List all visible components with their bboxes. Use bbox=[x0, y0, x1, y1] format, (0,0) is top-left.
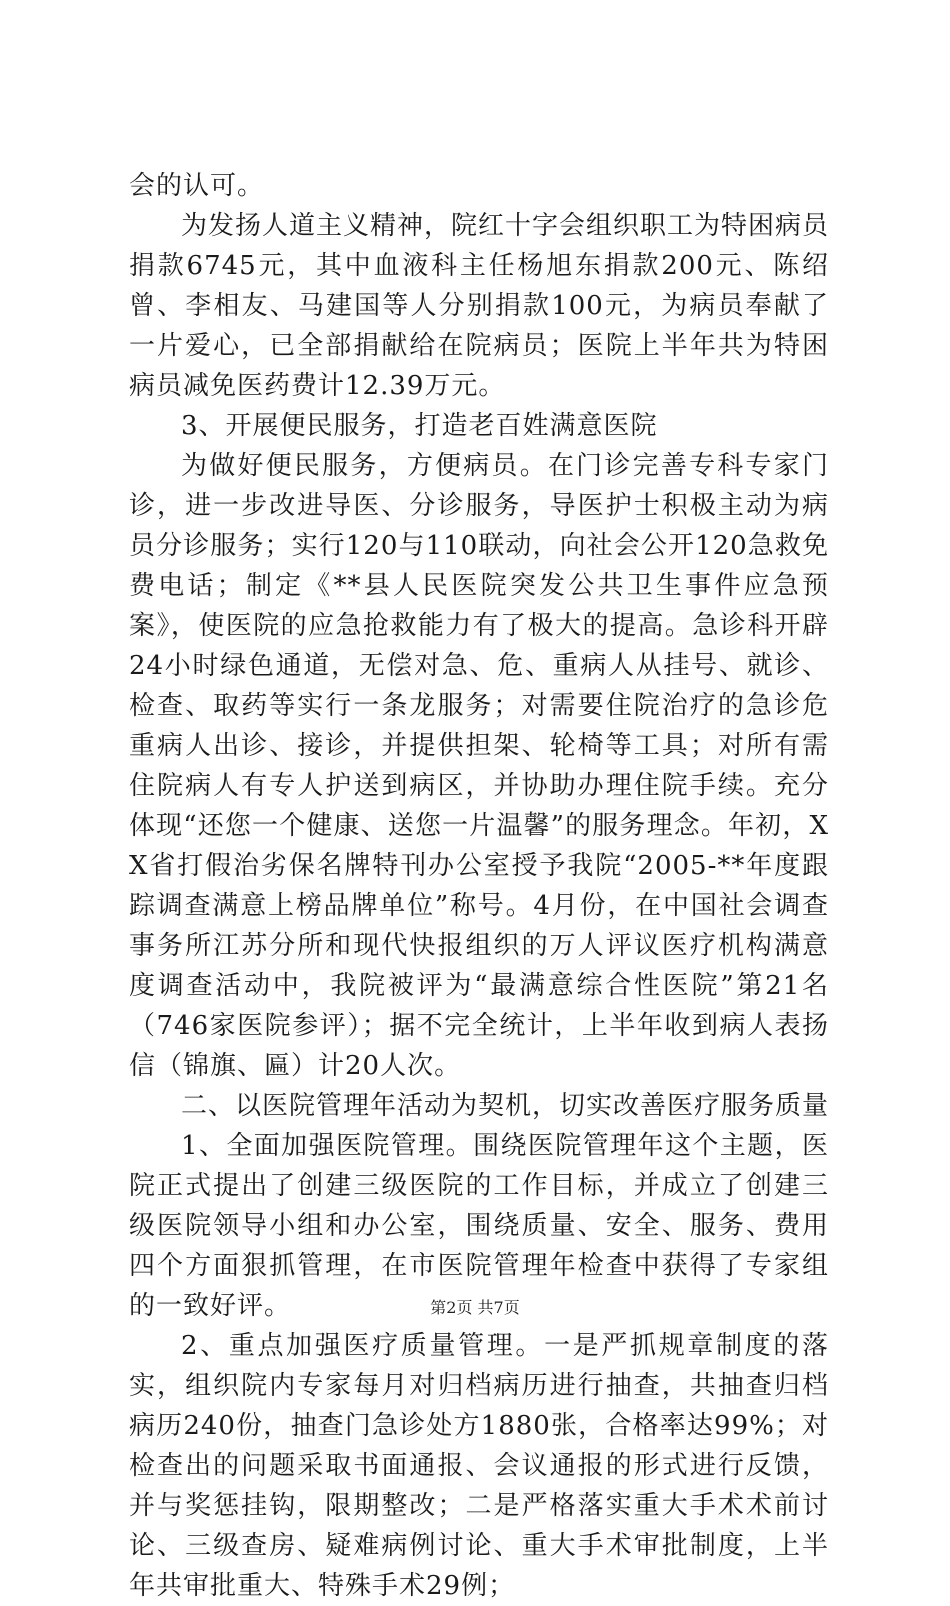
document-body bbox=[129, 166, 829, 1606]
section-heading-management-year: 二、以医院管理年活动为契机，切实改善医疗服务质量 bbox=[181, 1091, 830, 1121]
paragraph-continuation: 会的认可。 bbox=[129, 171, 265, 201]
paragraph-convenience-service: 为做好便民服务，方便病员。在门诊完善专科专家门诊，进一步改进导医、分诊服务，导医护士积极主动为病员分诊服务；实行120与110联动，向社会公开120急救免费电话；制定《**县人民医院突发公共卫生事件应急预案》，使医院的应急抢救能力有了极大的提高。急诊科开辟24小时绿色通道，无偿对急、危、重病人从挂号、就诊、检查、取药等实行一条龙服务；对需要住院治疗的急诊危重病人出诊、接诊，并提供担架、轮椅等工具；对所有需住院病人有专人护送到病区，并协助办理住院手续。充分体现“还您一个健康、送您一片温馨”的服务理念。年初，XX省打假治劣保名牌特刊办公室授予我院“2005-**年度跟踪调查满意上榜品牌单位”称号。4月份，在中国社会调查事务所江苏分所和现代快报组织的万人评议医疗机构满意度调查活动中，我院被评为“最满意综合性医院”第21名（746家医院参评）；据不完全统计，上半年收到病人表扬信（锦旗、匾）计20人次。 bbox=[129, 451, 829, 1081]
page-number-footer: 第2页 共7页 bbox=[430, 1298, 520, 1317]
paragraph-quality-management: 2、重点加强医疗质量管理。一是严抓规章制度的落实，组织院内专家每月对归档病历进行抽查，共抽查归档病历240份，抽查门急诊处方1880张，合格率达99%；对检查出的问题采取书面通报、会议通报的形式进行反馈，并与奖惩挂钩，限期整改；二是严格落实重大手术术前讨论、三级查房、疑难病例讨论、重大手术审批制度，上半年共审批重大、特殊手术29例； bbox=[129, 1331, 829, 1601]
paragraph-hospital-management: 1、全面加强医院管理。围绕医院管理年这个主题，医院正式提出了创建三级医院的工作目标，并成立了创建三级医院领导小组和办公室，围绕质量、安全、服务、费用四个方面狠抓管理，在市医院管理年检查中获得了专家组的一致好评。 bbox=[129, 1131, 829, 1321]
section-heading-convenience-service: 3、开展便民服务，打造老百姓满意医院 bbox=[181, 411, 658, 441]
paragraph-donation: 为发扬人道主义精神，院红十字会组织职工为特困病员捐款6745元，其中血液科主任杨旭东捐款200元、陈绍曾、李相友、马建国等人分别捐款100元，为病员奉献了一片爱心，已全部捐献给在院病员；医院上半年共为特困病员减免医药费计12.39万元。 bbox=[129, 211, 830, 401]
